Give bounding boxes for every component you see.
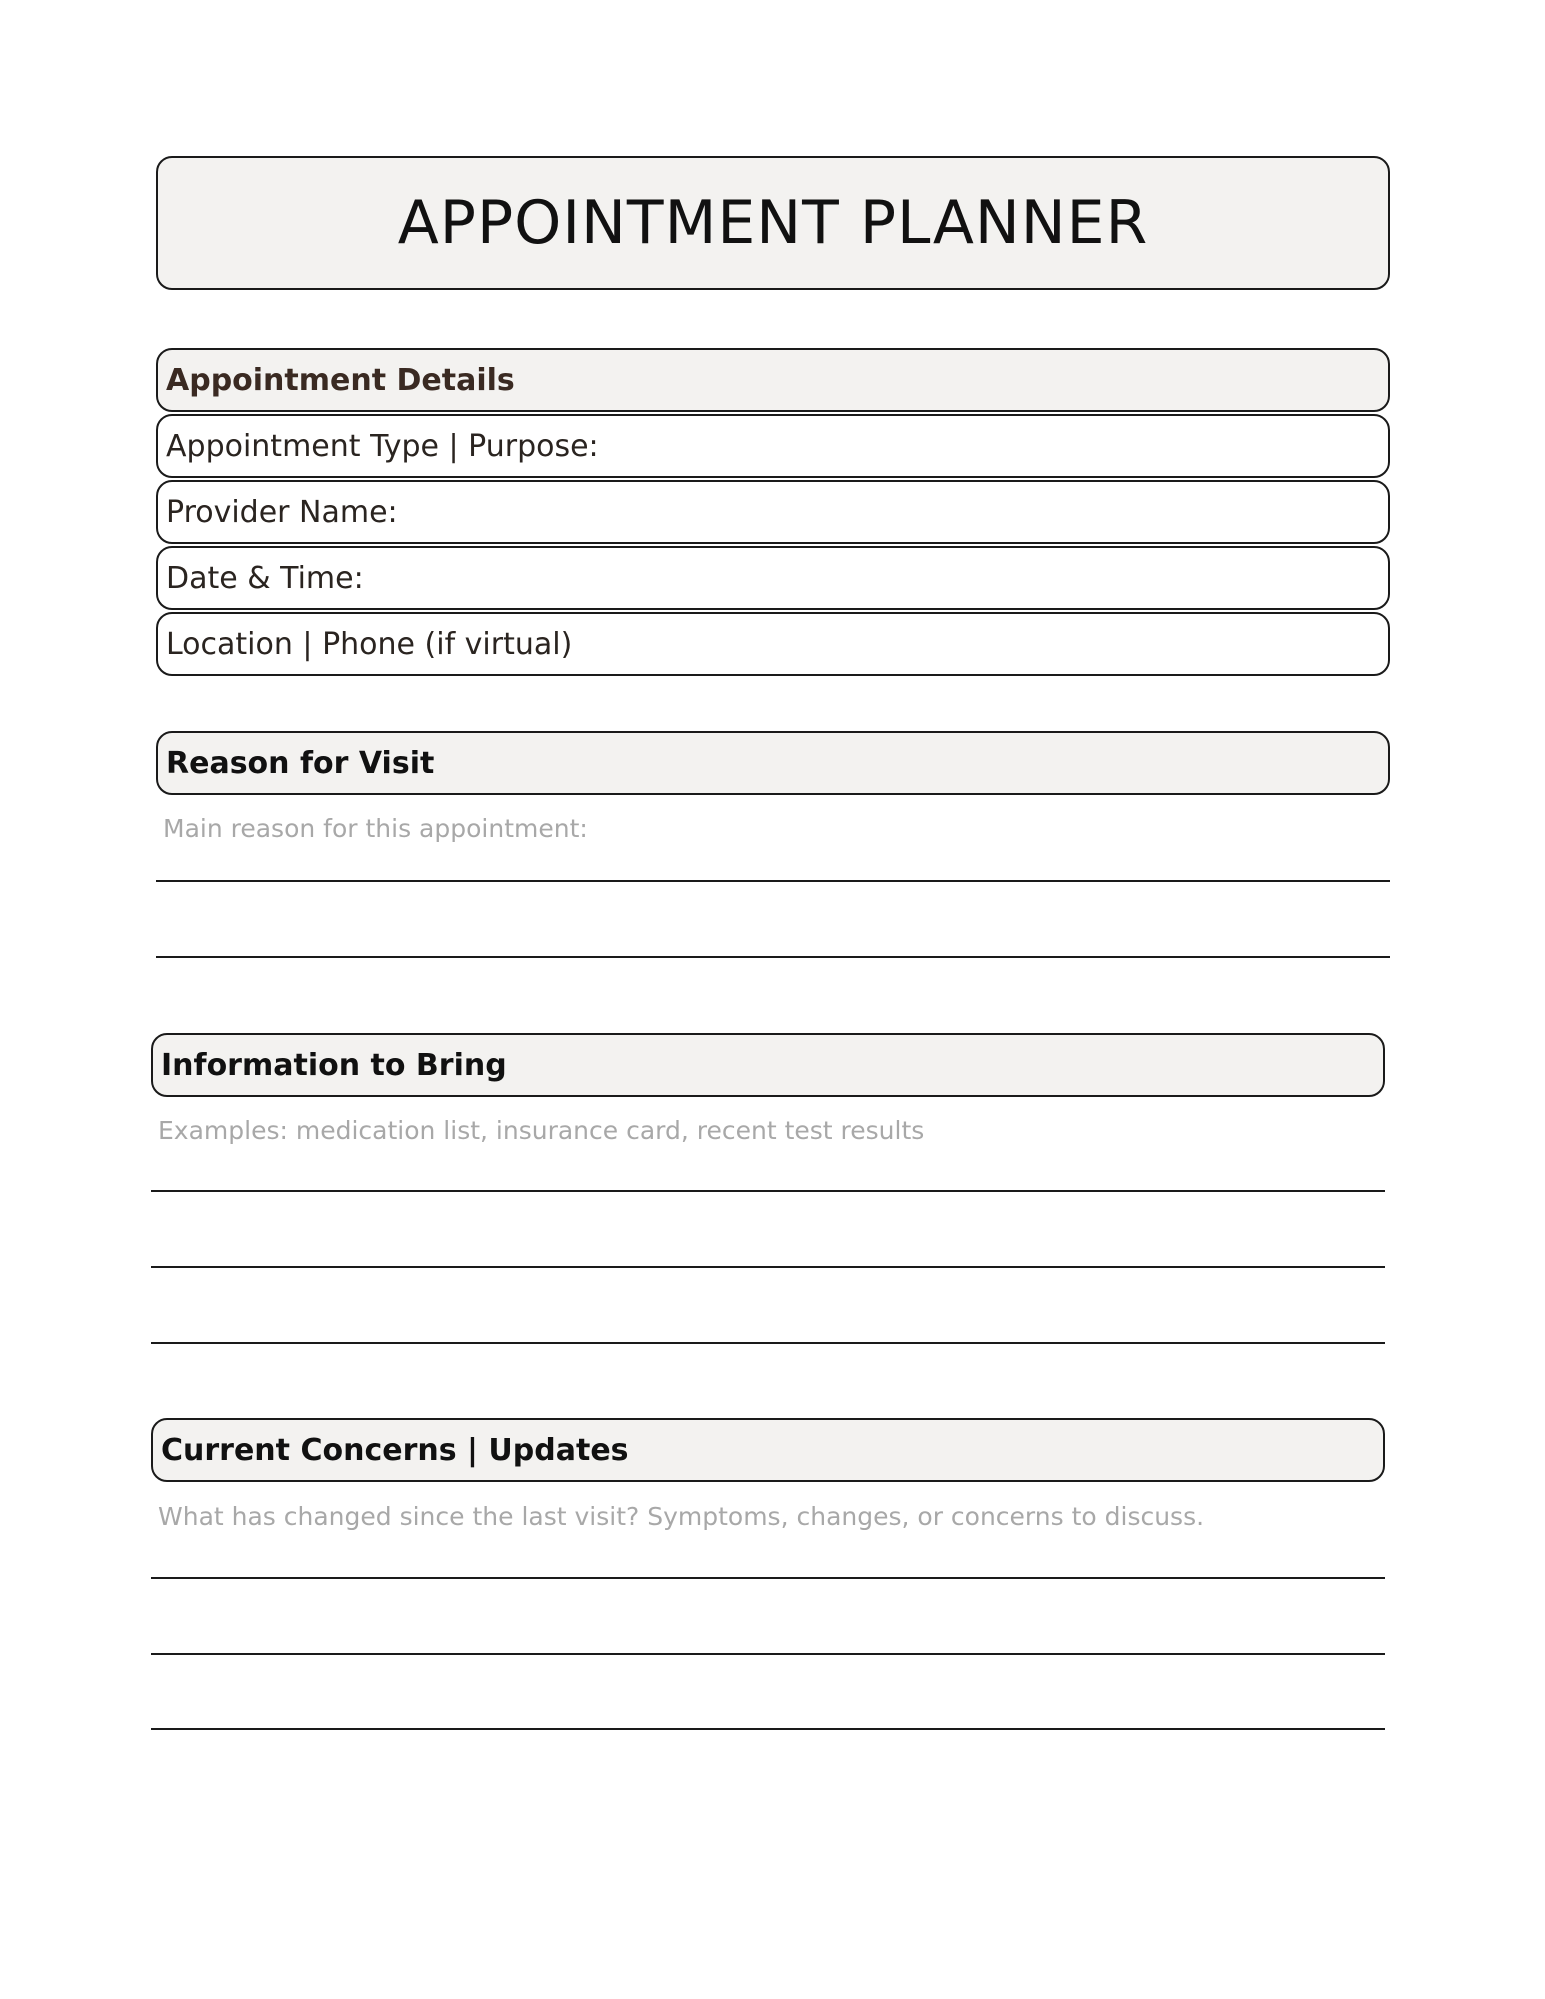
writing-line[interactable] (156, 880, 1390, 882)
section-header-label: Current Concerns | Updates (161, 1432, 629, 1468)
field-label: Location | Phone (if virtual) (166, 626, 573, 662)
section-header-information-to-bring (151, 1033, 1385, 1097)
field-location-phone[interactable] (156, 612, 1390, 676)
section-header-reason-for-visit (156, 731, 1390, 795)
field-provider-name[interactable] (156, 480, 1390, 544)
section-header-appointment-details (156, 348, 1390, 412)
writing-line[interactable] (151, 1266, 1385, 1268)
reason-hint: Main reason for this appointment: (163, 814, 588, 843)
field-date-time[interactable] (156, 546, 1390, 610)
field-appointment-type[interactable] (156, 414, 1390, 478)
information-hint: Examples: medication list, insurance card, recent test results (158, 1116, 925, 1145)
section-header-label: Reason for Visit (166, 745, 435, 781)
field-label: Provider Name: (166, 494, 398, 530)
writing-line[interactable] (151, 1342, 1385, 1344)
page-title: APPOINTMENT PLANNER (397, 188, 1149, 258)
section-header-current-concerns (151, 1418, 1385, 1482)
section-header-label: Information to Bring (161, 1047, 507, 1083)
field-label: Date & Time: (166, 560, 364, 596)
writing-line[interactable] (151, 1653, 1385, 1655)
writing-line[interactable] (151, 1577, 1385, 1579)
writing-line[interactable] (151, 1728, 1385, 1730)
title-banner (156, 156, 1390, 290)
writing-line[interactable] (156, 956, 1390, 958)
field-label: Appointment Type | Purpose: (166, 428, 599, 464)
section-header-label: Appointment Details (166, 362, 515, 398)
writing-line[interactable] (151, 1190, 1385, 1192)
concerns-hint: What has changed since the last visit? Symptoms, changes, or concerns to discuss. (158, 1502, 1205, 1531)
